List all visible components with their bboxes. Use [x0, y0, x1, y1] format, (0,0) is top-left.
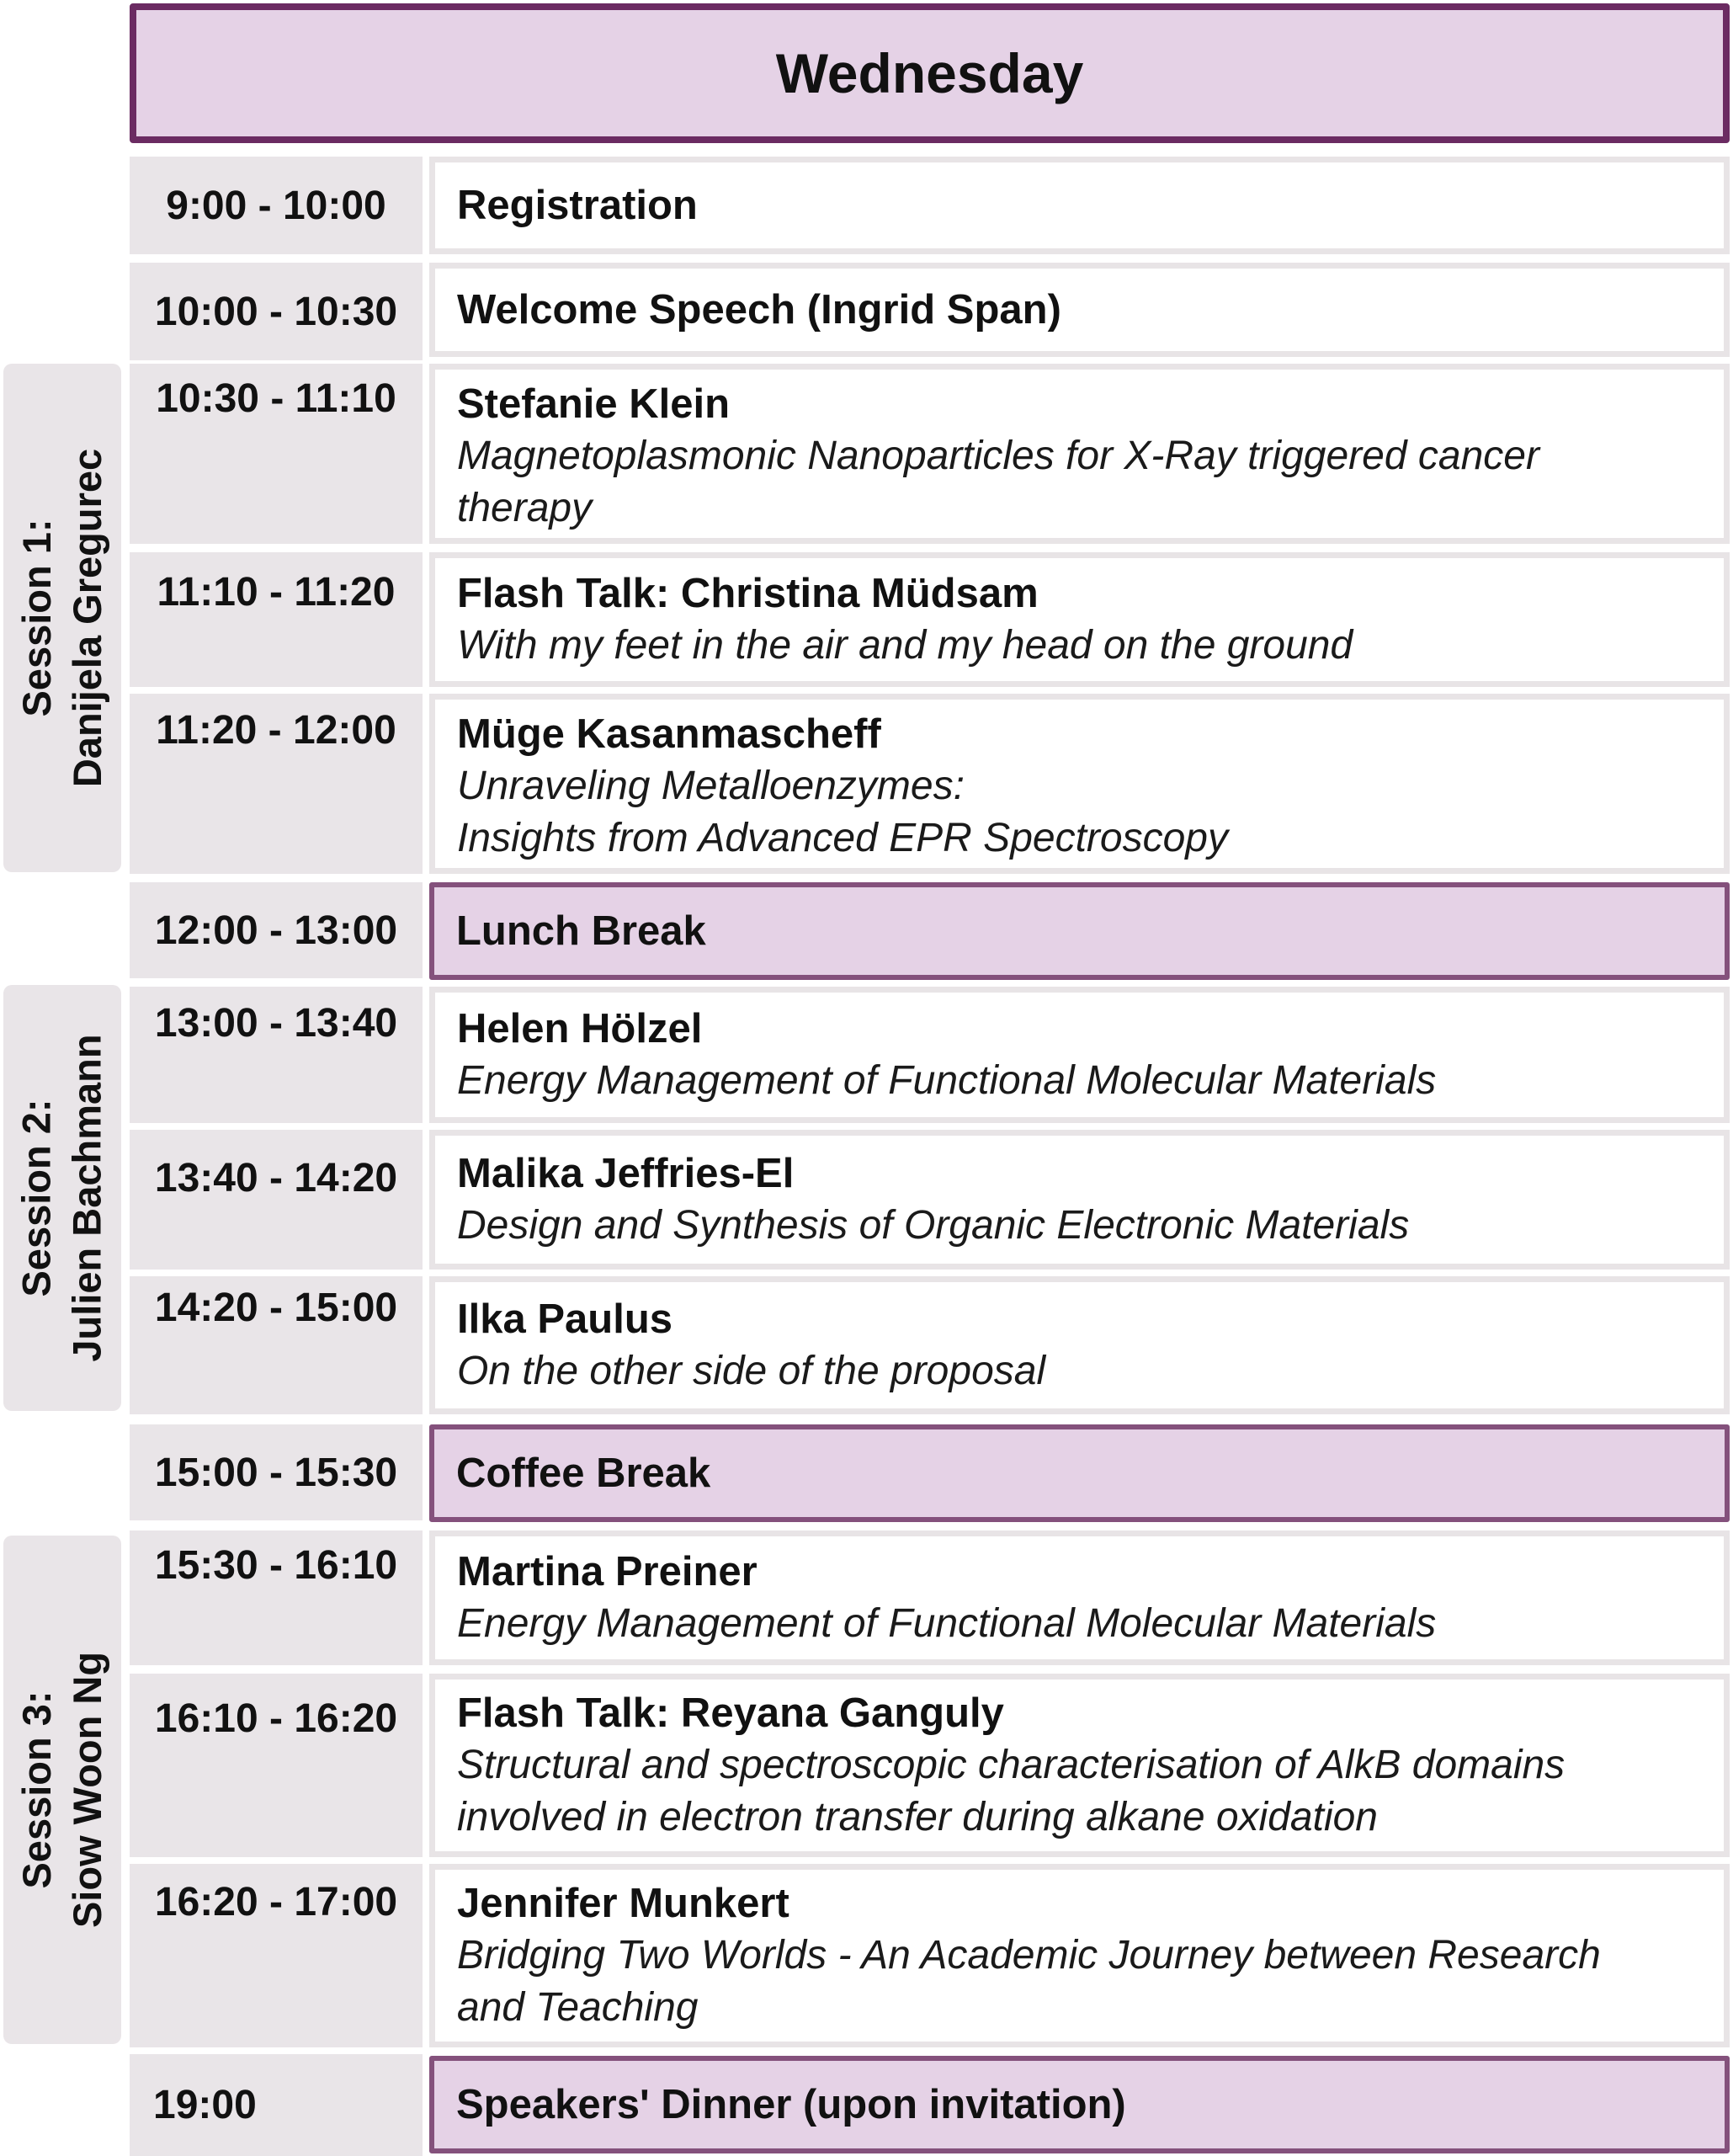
time-slot: 12:00 - 13:00 [130, 882, 423, 978]
time-slot: 10:00 - 10:30 [130, 263, 423, 360]
event-speaker: Flash Talk: Christina Müdsam [457, 571, 1039, 616]
event-talk-title: Insights from Advanced EPR Spectroscopy [457, 816, 1228, 860]
time-slot: 13:40 - 14:20 [130, 1130, 423, 1270]
event-talk [429, 1130, 1730, 1270]
event-coffee-break [429, 1424, 1730, 1522]
event-talk-title: Magnetoplasmonic Nanoparticles for X-Ray triggered cancer [457, 434, 1539, 478]
event-talk-title: Energy Management of Functional Molecular Materials [457, 1058, 1437, 1103]
event-speaker: Helen Hölzel [457, 1006, 703, 1051]
event-speaker: Flash Talk: Reyana Ganguly [457, 1690, 1004, 1736]
event-talk-title: involved in electron transfer during alkane oxidation [457, 1795, 1378, 1839]
event-talk-title: and Teaching [457, 1985, 699, 2030]
session-label-line: Session 2: [14, 1099, 59, 1297]
event-talk-title: Energy Management of Functional Molecular Materials [457, 1601, 1437, 1646]
time-slot: 13:00 - 13:40 [130, 987, 423, 1123]
event-title: Coffee Break [456, 1451, 711, 1496]
event-talk [429, 364, 1730, 544]
event-talk-title: Unraveling Metalloenzymes: [457, 764, 965, 808]
event-talk-title: Design and Synthesis of Organic Electronic Materials [457, 1203, 1410, 1248]
event-talk [429, 552, 1730, 687]
time-slot: 16:10 - 16:20 [130, 1674, 423, 1857]
event-speaker: Jennifer Munkert [457, 1881, 789, 1926]
event-title: Lunch Break [456, 908, 706, 954]
event-talk [429, 694, 1730, 874]
session-label-3 [3, 1536, 121, 2044]
event-speaker: Ilka Paulus [457, 1296, 673, 1342]
event-talk-title: therapy [457, 486, 593, 530]
session-chair: Siow Woon Ng [65, 1651, 109, 1929]
event-speakers-dinner [429, 2056, 1730, 2153]
session-label-1 [3, 364, 121, 872]
event-speaker: Malika Jeffries-El [457, 1151, 795, 1196]
event-registration [429, 157, 1730, 254]
time-slot: 11:20 - 12:00 [130, 694, 423, 874]
event-talk [429, 987, 1730, 1123]
event-talk [429, 1674, 1730, 1857]
event-welcome [429, 263, 1730, 357]
session-label-line: Session 3: [14, 1690, 59, 1889]
time-slot: 11:10 - 11:20 [130, 552, 423, 687]
event-talk [429, 1530, 1730, 1665]
day-header: Wednesday [130, 3, 1730, 143]
event-speaker: Müge Kasanmascheff [457, 711, 881, 757]
event-lunch-break [429, 882, 1730, 980]
time-slot: 10:30 - 11:10 [130, 364, 423, 544]
event-talk-title: Bridging Two Worlds - An Academic Journey between Research [457, 1933, 1601, 1978]
session-label-line: Session 1: [14, 519, 59, 717]
event-talk-title: Structural and spectroscopic characterisation of AlkB domains [457, 1743, 1566, 1787]
session-label-2 [3, 985, 121, 1411]
event-talk-title: With my feet in the air and my head on the ground [457, 623, 1353, 668]
event-title: Welcome Speech (Ingrid Span) [457, 287, 1061, 333]
event-title: Registration [457, 183, 698, 228]
session-chair: Danijela Gregurec [65, 448, 109, 788]
time-slot: 14:20 - 15:00 [130, 1276, 423, 1414]
event-talk [429, 1276, 1730, 1414]
time-slot: 15:30 - 16:10 [130, 1530, 423, 1665]
time-slot: 9:00 - 10:00 [130, 157, 423, 254]
event-talk [429, 1864, 1730, 2047]
time-slot: 16:20 - 17:00 [130, 1864, 423, 2047]
time-slot: 19:00 [130, 2054, 423, 2156]
time-slot: 15:00 - 15:30 [130, 1424, 423, 1520]
event-speaker: Martina Preiner [457, 1549, 758, 1594]
session-chair: Julien Bachmann [65, 1034, 109, 1362]
event-speaker: Stefanie Klein [457, 381, 731, 427]
event-talk-title: On the other side of the proposal [457, 1349, 1046, 1393]
event-title: Speakers' Dinner (upon invitation) [456, 2082, 1126, 2127]
